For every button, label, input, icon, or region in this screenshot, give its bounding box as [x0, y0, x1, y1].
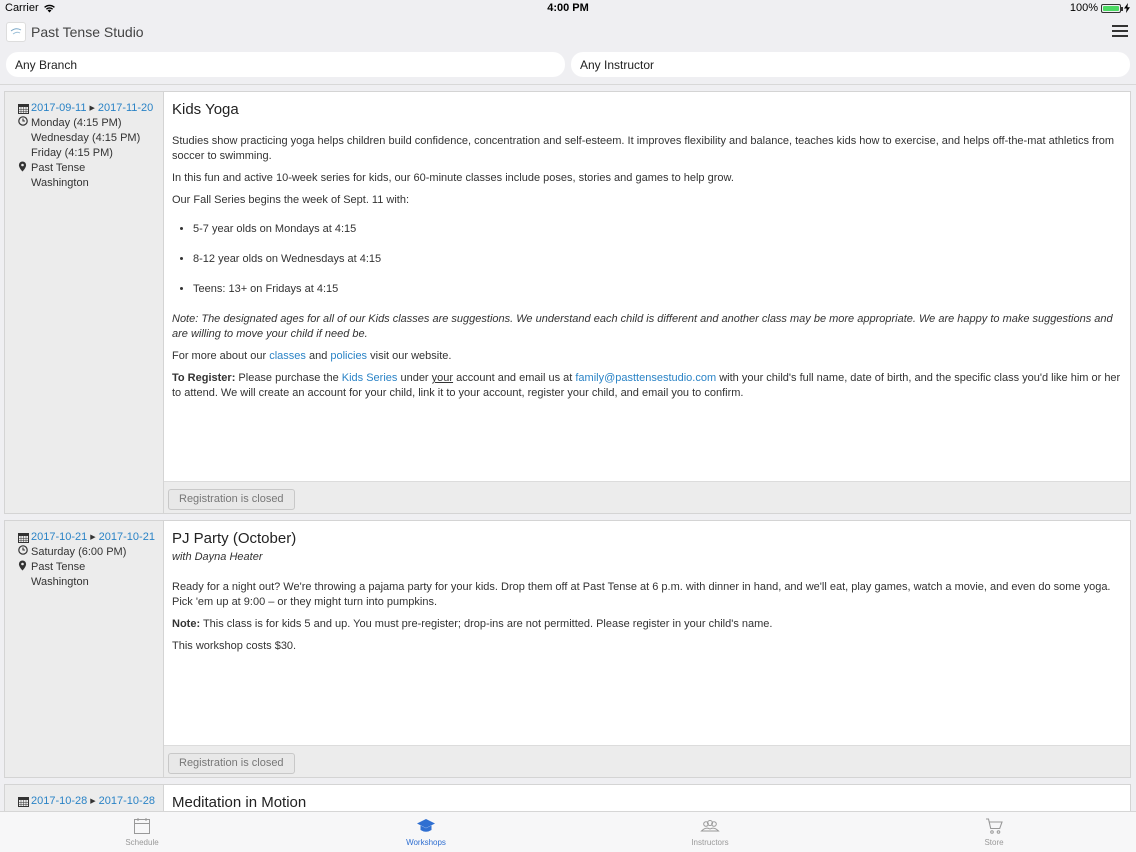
map-pin-icon	[18, 560, 31, 576]
email-link[interactable]: family@pasttensestudio.com	[575, 372, 717, 384]
classes-link[interactable]: classes	[269, 350, 306, 362]
date-range	[18, 101, 163, 116]
registration-closed-button[interactable]: Registration is closed	[168, 753, 295, 774]
text-fragment: account and email us at	[453, 372, 576, 384]
description-paragraph: In this fun and active 10-week series for kids, our 60-minute classes include poses, stories and games to help grow.	[172, 172, 734, 184]
battery-percent: 100%	[1069, 2, 1098, 14]
date-range	[18, 794, 163, 809]
text-fragment: under	[397, 372, 432, 384]
app-title: Past Tense Studio	[31, 24, 144, 40]
register-label: To Register:	[172, 372, 236, 384]
text-fragment: visit our website.	[367, 350, 452, 362]
calendar-icon	[132, 816, 152, 836]
note-paragraph	[172, 312, 1122, 342]
schedule-row	[18, 116, 163, 161]
calendar-icon	[18, 103, 29, 114]
workshop-body	[164, 521, 1130, 745]
location-text: Past Tense Washington	[31, 162, 89, 189]
schedule-text: Saturday (6:00 PM)	[31, 546, 127, 558]
clock-icon	[18, 116, 31, 131]
battery-level	[1103, 6, 1119, 11]
start-date-link[interactable]: 2017-09-11	[31, 102, 87, 114]
kids-series-link[interactable]: Kids Series	[341, 372, 398, 384]
carrier-label: Carrier	[5, 2, 39, 14]
calendar-icon	[18, 796, 29, 807]
tab-label: Workshops	[406, 838, 446, 847]
note-label: Note:	[172, 618, 201, 630]
status-right	[1070, 2, 1130, 14]
workshop-title: Meditation in Motion	[172, 794, 307, 811]
tab-label: Store	[984, 838, 1004, 847]
age-group-list	[193, 222, 1122, 297]
map-pin-icon	[18, 161, 31, 177]
registration-closed-button[interactable]: Registration is closed	[168, 489, 295, 510]
workshop-meta	[5, 521, 164, 777]
arrow-right-icon: ▶	[90, 534, 96, 541]
more-info-paragraph	[172, 349, 1122, 364]
start-date-link[interactable]: 2017-10-28	[31, 795, 88, 807]
end-date-link[interactable]: 2017-10-28	[98, 795, 155, 807]
workshop-title: PJ Party (October)	[172, 530, 297, 547]
workshop-card	[4, 91, 1131, 514]
workshop-content	[164, 785, 1130, 811]
end-date-link[interactable]: 2017-11-20	[97, 102, 154, 114]
workshop-body	[164, 92, 1130, 481]
charging-bolt-icon	[1124, 3, 1130, 13]
note-text: Note: The designated ages for all of our Kids classes are suggestions. We understand each child is different and another class may be more appropriate. We are happy to make suggestions and are willing to move your child if need be.	[172, 313, 1113, 340]
calendar-icon	[18, 532, 29, 543]
workshop-content	[164, 521, 1130, 777]
hamburger-menu-icon[interactable]	[1112, 25, 1128, 37]
your-text: your	[431, 372, 454, 384]
text-fragment: Please purchase the	[235, 372, 342, 384]
workshop-title: Kids Yoga	[172, 101, 239, 118]
workshop-footer	[164, 745, 1130, 777]
location-row	[18, 161, 163, 191]
description-paragraph: Ready for a night out? We're throwing a pajama party for your kids. Drop them off at Past Tense at 6 p.m. with dinner in hand, and we'll eat, play games, watch a movie, and even do some yoga. Pick 'em up at 9:00 – or they might turn into pumpkins.	[172, 581, 1111, 608]
location-text: Past Tense Washington	[31, 561, 89, 588]
start-date-link[interactable]: 2017-10-21	[31, 531, 88, 543]
price-paragraph: This workshop costs $30.	[172, 640, 297, 652]
status-time: 4:00 PM	[547, 2, 589, 14]
graduation-cap-icon	[416, 816, 436, 836]
text-fragment: with your child's full name, date of birth, and the specific class you'd like him or her to attend. We will create an account for your child, link it to your account, register your child, and email you to confirm.	[172, 372, 1121, 399]
nav-bar	[0, 18, 1136, 48]
arrow-right-icon: ▶	[90, 798, 96, 805]
policies-link[interactable]: policies	[330, 350, 368, 362]
tab-instructors[interactable]	[568, 812, 852, 852]
tab-schedule[interactable]	[0, 812, 284, 852]
status-bar	[0, 0, 1136, 18]
tab-label: Instructors	[691, 838, 729, 847]
description-paragraph: Our Fall Series begins the week of Sept. 11 with:	[172, 194, 410, 206]
tab-store[interactable]	[852, 812, 1136, 852]
end-date-link[interactable]: 2017-10-21	[98, 531, 155, 543]
list-item: • 5-7 year olds on Mondays at 4:15	[193, 222, 1122, 237]
workshop-content	[164, 92, 1130, 513]
register-paragraph	[172, 371, 1122, 401]
description-paragraph: Studies show practicing yoga helps children build confidence, concentration and self-esteem. It improves flexibility and balance, teaches kids how to exercise, and helps off-the-mat athletics from soccer to swimming.	[172, 135, 1115, 162]
schedule-row	[18, 545, 163, 560]
cart-icon	[984, 816, 1004, 836]
tab-bar	[0, 811, 1136, 852]
workshop-card	[4, 520, 1131, 778]
workshop-meta	[5, 785, 164, 811]
people-icon	[700, 816, 720, 836]
workshop-meta	[5, 92, 164, 513]
battery-icon	[1101, 4, 1121, 13]
list-item: • Teens: 13+ on Fridays at 4:15	[193, 282, 1122, 297]
text-fragment: and	[305, 350, 331, 362]
instructor-select[interactable]: Any Instructor	[571, 52, 1130, 77]
schedule-text: Monday (4:15 PM) Wednesday (4:15 PM) Friday (4:15 PM)	[31, 117, 141, 159]
note-text: This class is for kids 5 and up. You must pre-register; drop-ins are not permitted. Please register in your child's name.	[200, 618, 773, 630]
logo-mark-icon	[9, 27, 23, 37]
tab-label: Schedule	[125, 838, 159, 847]
location-row	[18, 560, 163, 590]
note-paragraph	[172, 617, 1122, 632]
list-item: • 8-12 year olds on Wednesdays at 4:15	[193, 252, 1122, 267]
workshop-list[interactable]	[0, 84, 1136, 811]
filter-bar	[0, 48, 1136, 82]
instructor-subtitle: with Dayna Heater	[172, 551, 263, 563]
clock-icon	[18, 545, 31, 560]
workshop-footer	[164, 481, 1130, 513]
app-logo	[6, 22, 26, 42]
text-fragment: For more about our	[172, 350, 270, 362]
branch-select[interactable]: Any Branch	[6, 52, 565, 77]
date-range	[18, 530, 163, 545]
arrow-right-icon: ▶	[89, 105, 95, 112]
tab-workshops[interactable]	[284, 812, 568, 852]
workshop-card	[4, 784, 1131, 811]
workshop-body	[164, 785, 1130, 811]
